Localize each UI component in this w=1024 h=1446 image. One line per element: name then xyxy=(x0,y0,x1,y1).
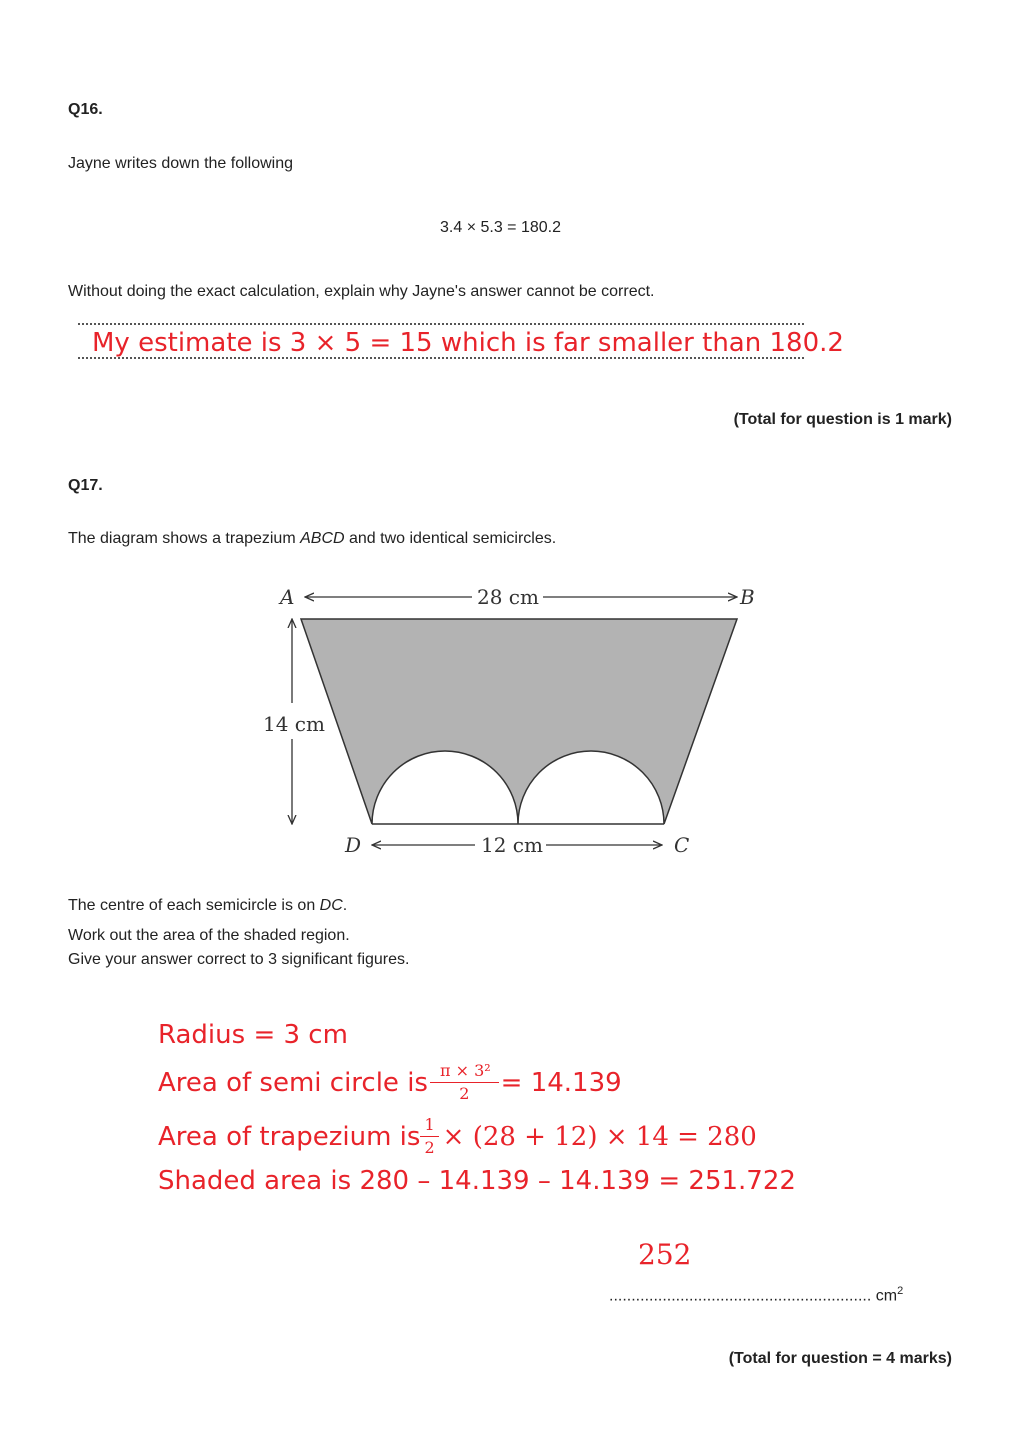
centre-post: . xyxy=(342,897,348,914)
label-b: B xyxy=(740,585,755,609)
semicircle-denominator: 2 xyxy=(459,1084,470,1103)
q17-total: (Total for question = 4 marks) xyxy=(728,1350,952,1367)
semicircle-label: Area of semi circle is xyxy=(158,1067,428,1098)
trapezium-diagram xyxy=(250,575,790,870)
q16-answer: My estimate is 3 × 5 = 15 which is far smaller than 180.2 xyxy=(92,328,844,358)
unit-power: 2 xyxy=(897,1285,904,1297)
semicircle-fraction xyxy=(430,1060,499,1105)
answer-dots: ........................................................... xyxy=(609,1287,872,1305)
top-length: 28 cm xyxy=(477,585,539,609)
unit: cm xyxy=(875,1287,898,1305)
working-line-shaded: Shaded area is 280 – 14.139 – 14.139 = 251.722 xyxy=(158,1166,796,1196)
height-label: 14 cm xyxy=(263,712,325,736)
working-line-semicircle xyxy=(158,1060,622,1105)
half-fraction xyxy=(420,1114,438,1159)
trapezium-label: Area of trapezium is xyxy=(158,1121,421,1152)
half-denominator: 2 xyxy=(424,1138,435,1157)
q16-prompt: Without doing the exact calculation, explain why Jayne's answer cannot be correct. xyxy=(68,283,655,300)
half-numerator: 1 xyxy=(420,1114,438,1137)
answer-line-top xyxy=(78,323,804,325)
semicircle-result: = 14.139 xyxy=(500,1067,622,1098)
q17-intro xyxy=(68,530,556,548)
q16-equation: 3.4 × 5.3 = 180.2 xyxy=(440,219,561,236)
q17-intro-pre: The diagram shows a trapezium xyxy=(68,530,301,547)
q17-work-out: Work out the area of the shaded region. xyxy=(68,927,350,944)
working-line-trapezium xyxy=(158,1114,757,1159)
q16-number: Q16. xyxy=(68,101,103,118)
trapezium-expression: × (28 + 12) × 14 = 280 xyxy=(442,1121,757,1152)
q17-centre-text xyxy=(68,897,347,915)
bottom-length: 12 cm xyxy=(481,833,543,857)
label-c: C xyxy=(674,833,690,857)
working-line-radius: Radius = 3 cm xyxy=(158,1020,348,1050)
q16-total: (Total for question is 1 mark) xyxy=(733,411,952,428)
label-a: A xyxy=(280,585,295,609)
shaded-region xyxy=(301,619,737,824)
final-answer: 252 xyxy=(638,1238,692,1271)
q17-number: Q17. xyxy=(68,477,103,494)
q17-intro-post: and two identical semicircles. xyxy=(344,530,557,547)
centre-pre: The centre of each semicircle is on xyxy=(68,897,320,914)
q17-sig-figs: Give your answer correct to 3 significant figures. xyxy=(68,951,410,968)
q16-intro: Jayne writes down the following xyxy=(68,155,294,172)
answer-line xyxy=(609,1285,903,1305)
q17-intro-shape: ABCD xyxy=(300,530,345,547)
semicircle-numerator: π × 3² xyxy=(430,1060,499,1083)
centre-segment: DC xyxy=(319,897,343,914)
label-d: D xyxy=(345,833,362,857)
answer-line-bottom xyxy=(78,357,804,359)
